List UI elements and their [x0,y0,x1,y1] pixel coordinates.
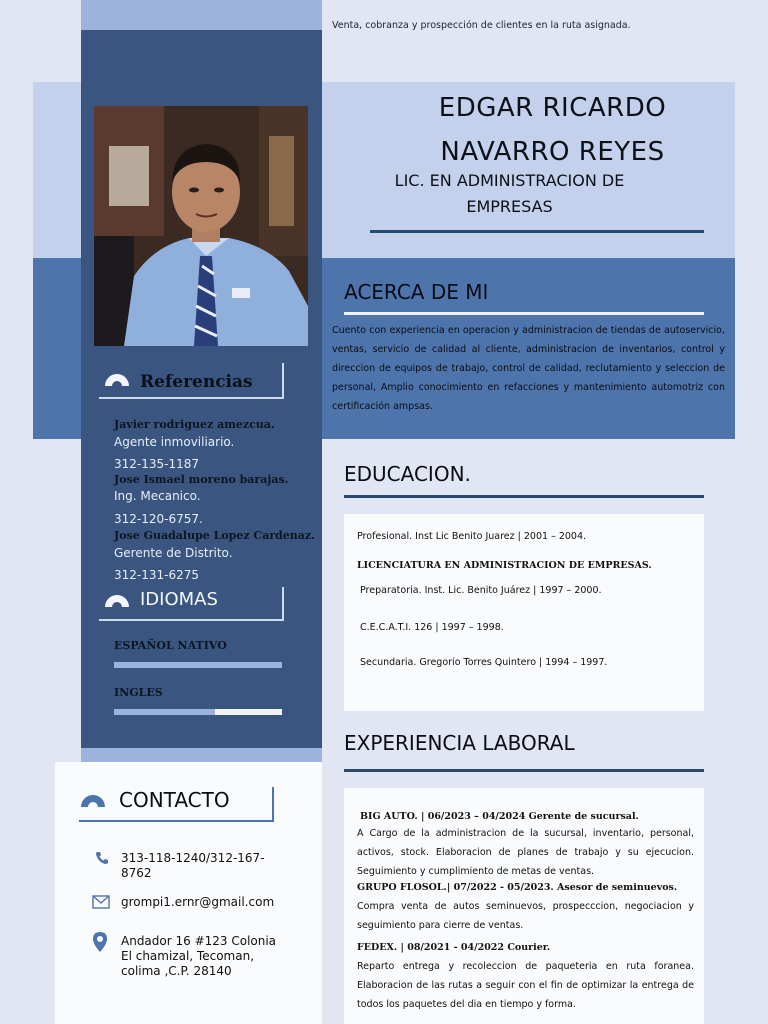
education-underline [344,495,704,498]
reference-3-role: Gerente de Distrito. [114,546,233,560]
top-summary: Venta, cobranza y prospección de clientes en la ruta asignada. [332,20,631,31]
contact-header [79,787,274,822]
languages-heading: IDIOMAS [140,589,218,610]
education-line-1: Profesional. Inst Lic Benito Juarez | 2001 – 2004. [357,531,587,542]
arc-icon [103,593,131,609]
job-1-description: A Cargo de la administracion de la sucursal, inventario, personal, activos, stock. Elaboracion de planes de trabajo y su ejecucion. Seguimiento y cumplimiento de metas de ventas. [357,828,694,877]
full-name [400,86,705,174]
contact-address-line-3: colima ,C.P. 28140 [121,964,232,978]
job-2-description: Compra venta de autos seminuevos, prospecccion, negociacion y seguimiento para cierre de ventas. [357,901,694,931]
education-line-2: LICENCIATURA EN ADMINISTRACION DE EMPRESAS. [357,560,652,571]
contact-phone-line-2: 8762 [121,866,152,880]
language-1-bar [114,662,282,668]
job-1-title: BIG AUTO. | 06/2023 – 04/2024 Gerente de sucursal. [360,811,639,822]
languages-header [99,587,284,621]
language-2-level [114,709,215,715]
sidebar-top-strip [81,0,322,30]
language-2-name: INGLES [114,686,163,699]
about-text: Cuento con experiencia en operacion y administracion de tiendas de autoservicio, ventas, servicio de calidad al cliente, administracion de inventarios, control y direccion de equipos de trabajo, control de calidad, reclutamiento y seleccion de personal, Amplio conocimiento en refacciones y mantenimiento automotriz con certificación ampsas. [332,325,725,412]
reference-1-phone: 312-135-1187 [114,457,200,471]
reference-3-name: Jose Guadalupe Lopez Cardenaz. [114,529,316,542]
experience-underline [344,769,704,772]
arc-icon [79,793,107,809]
experience-card [344,788,704,1024]
job-3-description: Reparto entrega y recoleccion de paqueteria en ruta foranea. Elaboracion de las rutas a seguir con el fin de optimizar la entrega de todos los paquetes del dia en tiempo y forma. [357,961,694,1010]
name-line-2: NAVARRO REYES [440,137,665,167]
contact-address-line-1: Andador 16 #123 Colonia [121,934,277,948]
location-pin-icon [92,931,108,953]
header-underline [370,230,704,233]
contact-address-line-2: El chamizal, Tecoman, [121,949,255,963]
job-title [352,168,667,220]
job-title-line-1: LIC. EN ADMINISTRACION DE [394,171,625,190]
job-3-title: FEDEX. | 08/2021 - 04/2022 Courier. [357,942,551,953]
language-2-bar [114,709,282,715]
education-card [344,514,704,711]
contact-heading: CONTACTO [119,788,230,812]
reference-2-phone: 312-120-6757. [114,512,203,526]
education-line-4: C.E.C.A.T.I. 126 | 1997 – 1998. [360,622,504,633]
education-line-3: Preparatoria. Inst. Lic. Benito Juárez | 1997 – 2000. [360,585,602,596]
phone-icon [95,851,109,865]
contact-phone-line-1: 313-118-1240/312-167- [121,851,265,865]
email-icon [92,895,110,909]
about-heading: ACERCA DE MI [344,280,489,304]
reference-2-name: Jose Ismael moreno barajas. [114,473,289,486]
references-header [99,363,284,399]
language-1-name: ESPAÑOL NATIVO [114,639,227,652]
education-heading: EDUCACION. [344,462,471,486]
contact-address [121,934,276,979]
name-line-1: EDGAR RICARDO [438,93,667,123]
contact-email[interactable]: grompi1.ernr@gmail.com [121,895,275,909]
profile-photo [94,106,308,346]
education-line-5: Secundaria. Gregorio Torres Quintero | 1994 – 1997. [360,657,608,668]
language-1-level [114,662,282,668]
reference-2-role: Ing. Mecanico. [114,489,201,503]
contact-phone [121,851,265,881]
contact-card [55,762,322,1024]
experience-heading: EXPERIENCIA LABORAL [344,731,575,755]
job-2-title: GRUPO FLOSOL.| 07/2022 - 05/2023. Asesor de seminuevos. [357,882,678,893]
sidebar-bottom-strip [81,748,322,762]
reference-1-role: Agente inmoviliario. [114,435,235,449]
job-title-line-2: EMPRESAS [466,197,553,216]
references-heading: Referencias [140,372,253,392]
reference-3-phone: 312-131-6275 [114,568,200,582]
arc-icon [103,372,131,388]
about-underline [344,312,704,315]
reference-1-name: Javier rodriguez amezcua. [114,418,275,431]
